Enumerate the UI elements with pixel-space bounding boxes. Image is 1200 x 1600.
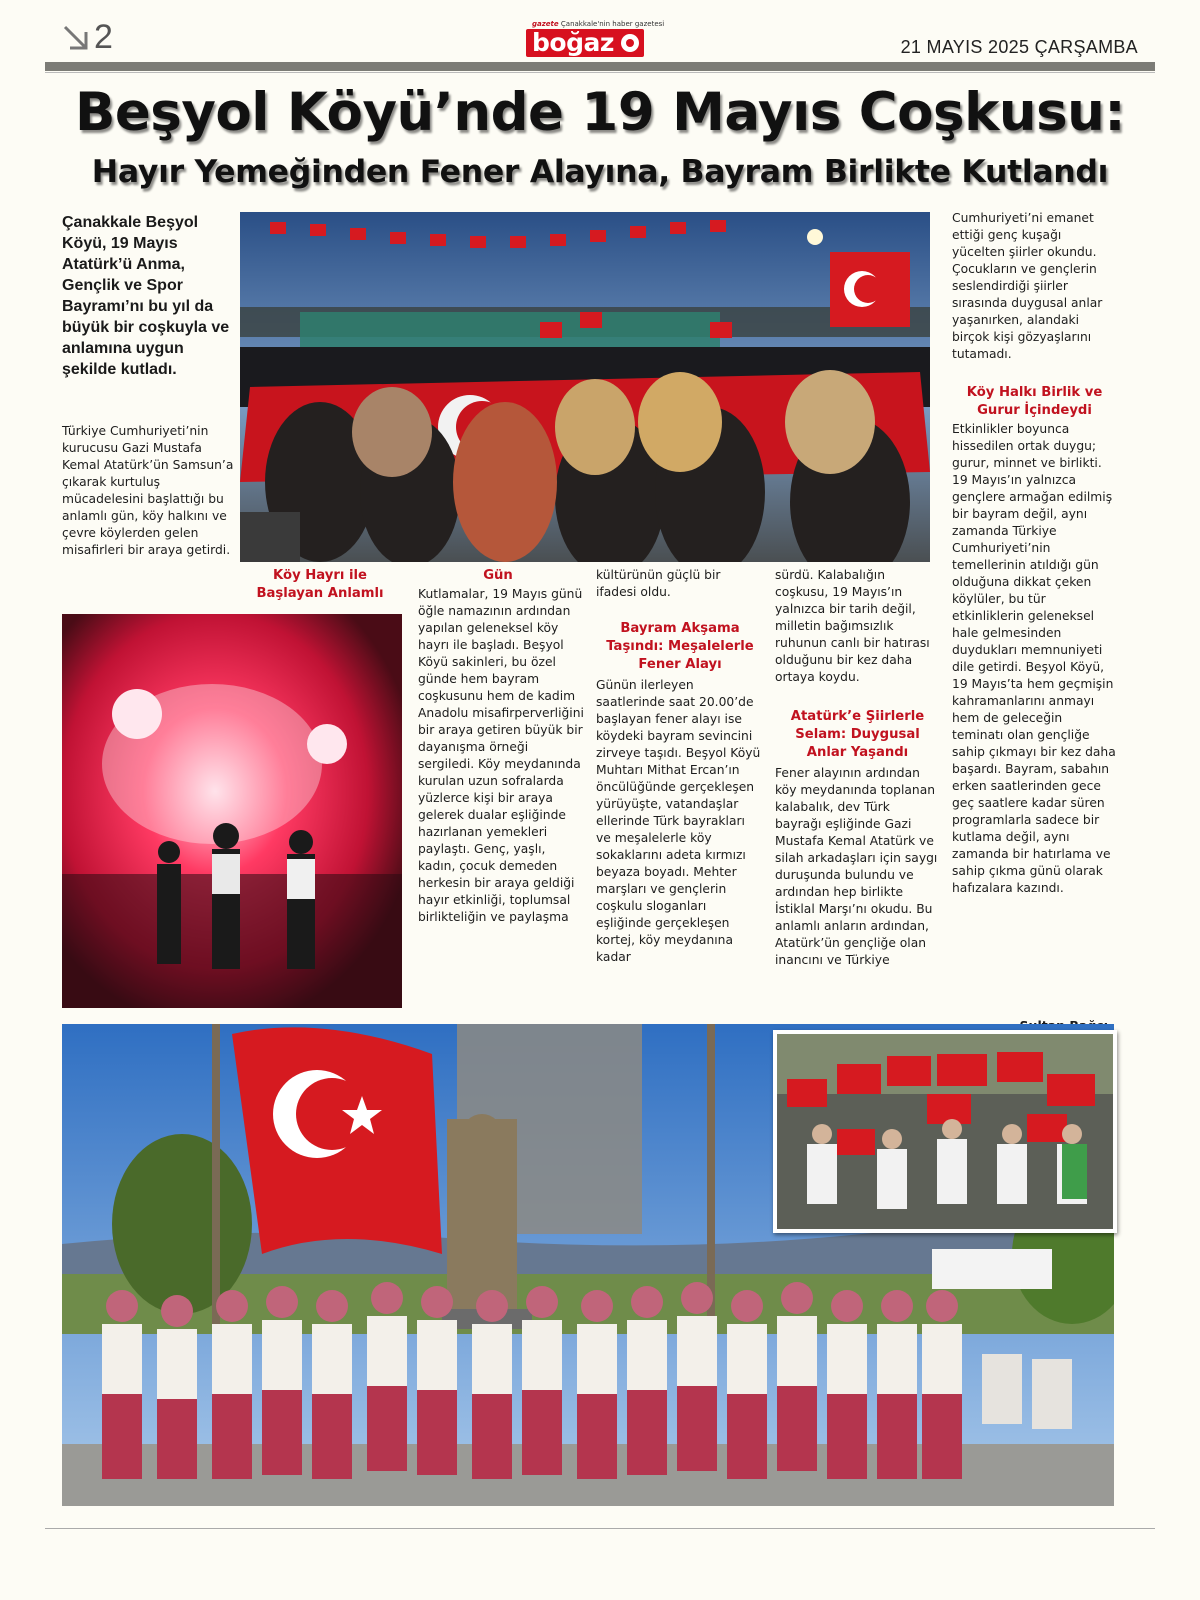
logo-word: boğaz <box>532 28 614 57</box>
section-poems-text: Fener alayının ardından köy meydanında toplanan kalabalık, dev Türk bayrağı eşliğinde Gazi Mustafa Kemal Atatürk ve silah arkadaşları için saygı duruşunda bulundu ve ardından hep birlikte İstiklal Marşı’nı okudu. Bu anlamlı anların ardından, Atatürk’ün gençliğe olan inancını ve Türkiye <box>775 766 938 967</box>
newspaper-logo[interactable] <box>526 20 665 58</box>
column3-continuation: kültürünün güçlü bir ifadesi oldu. <box>596 568 721 599</box>
header-rule <box>45 62 1155 71</box>
section-heading-day-end: Gün <box>483 568 513 583</box>
column5-continuation: Cumhuriyeti’ni emanet ettiği genç kuşağı yücelten şiirler okundu. Çocukların ve gençlerin seslendirdiği şiirler sırasında duygusal anlar yaşanırken, alandaki birçok kişi gözyaşlarını tutamadı. <box>952 211 1103 361</box>
column4-continuation: sürdü. Kalabalığın coşkusu, 19 Mayıs’ın yalnızca bir tarih değil, milletin bağımsızlık ruhunun canlı bir hatırası olduğunu bir kez daha ortaya koydu. <box>775 568 930 684</box>
section-heading-village-feast: Köy Hayrı ile Başlayan Anlamlı <box>256 568 384 601</box>
section-heading-unity: Köy Halkı Birlik ve Gurur İçindeydi <box>966 385 1103 418</box>
section-unity-text: Etkinlikler boyunca hissedilen ortak duygu; gurur, minnet ve birlikti. 19 Mayıs’ın yalnızca gençlere armağan edilmiş bir bayram değil, aynı zamanda Türkiye Cumhuriyeti’nin temellerinin atıldığı gün olduğuna dikkat çeken köylüler, bu tür etkinliklerin geleneksel hale gelmesinden duydukları memnuniyeti dile getirdi. Beşyol Köyü, 19 Mayıs’ta hem geçmişin kahramanlarını anmayı hem de geleceğin teminatı olan gençliğe sahip çıkmayı bir kez daha başardı. Bayram, sabahın erken saatlerinden gece geç saatlere kadar süren programlarla sadece bir kutlama değil, aynı zamanda bir hatırlama ve sahip çıkma günü olarak hafızalara kazındı. <box>952 422 1116 895</box>
subheadline: Hayır Yemeğinden Fener Alayına, Bayram Birlikte Kutlandı <box>91 154 1109 190</box>
issue-date: 21 MAYIS 2025 ÇARŞAMBA <box>900 37 1138 57</box>
section-torch-parade-text: Günün ilerleyen saatlerinde saat 20.00’de başlayan fener alayı ise köydeki bayram sevincini zirveye taşıdı. Beşyol Köyü Muhtarı Mithat Ercan’ın öncülüğünde gerçekleşen yürüyüşte, vatandaşlar ellerinde Türk bayrakları ve meşalelerle köy sokaklarını adeta kırmızı beyaza boyadı. Mehter marşları ve gençlerin coşkulu sloganları eşliğinde gerçekleşen kortej, köy meydanına kadar <box>596 678 761 964</box>
headline: Beşyol Köyü’nde 19 Mayıs Coşkusu: <box>74 82 1126 143</box>
header-rule-thin <box>45 72 1155 73</box>
footer-rule <box>45 1528 1155 1529</box>
section-heading-poems: Atatürk’e Şiirlerle Selam: Duygusal Anlar Yaşandı <box>790 709 925 760</box>
flag-waving-inset-photo <box>773 1030 1117 1233</box>
lead-paragraph: Çanakkale Beşyol Köyü, 19 Mayıs Atatürk’ü Anma, Gençlik ve Spor Bayramı’nı bu yıl da büyük bir coşkuyla ve anlamına uygun şekilde kutladı. <box>62 214 230 378</box>
page-number-text: 2 <box>94 18 113 56</box>
section-village-feast-text: Kutlamalar, 19 Mayıs günü öğle namazının ardından yapılan geleneksel köy hayrı ile başladı. Beşyol Köyü sakinleri, bu özel günde hem bayram coşkusunu hem de kadim Anadolu misafirperverliğini bir araya getiren büyük bir dayanışma örneği sergiledi. Köy meydanında kurulan uzun sofralarda yüzlerce kişi bir araya gelerek dualar eşliğinde hazırlanan yemekleri paylaştı. Genç, yaşlı, kadın, çocuk demeden herkesin bir araya geldiği hayır etkinliği, toplumsal birlikteliğin ve paylaşma <box>418 587 584 924</box>
emblem-icon <box>621 34 639 52</box>
intro-paragraph: Türkiye Cumhuriyeti’nin kurucusu Gazi Mustafa Kemal Atatürk’ün Samsun’a çıkarak kurtuluş mücadelesini başlattığı bu anlamlı gün, köy halkını ve çevre köylerden gelen misafirleri bir araya getirdi. <box>62 424 234 557</box>
arrow-down-right-icon <box>62 24 90 52</box>
torch-parade-photo <box>62 614 402 1008</box>
logo-tagline: gazete Çanakkale'nin haber gazetesi <box>532 20 665 28</box>
page-number <box>62 18 113 57</box>
crowd-with-giant-flag-photo <box>240 212 930 562</box>
section-heading-torch-parade: Bayram Akşama Taşındı: Meşalelerle Fener Alayı <box>606 621 754 672</box>
